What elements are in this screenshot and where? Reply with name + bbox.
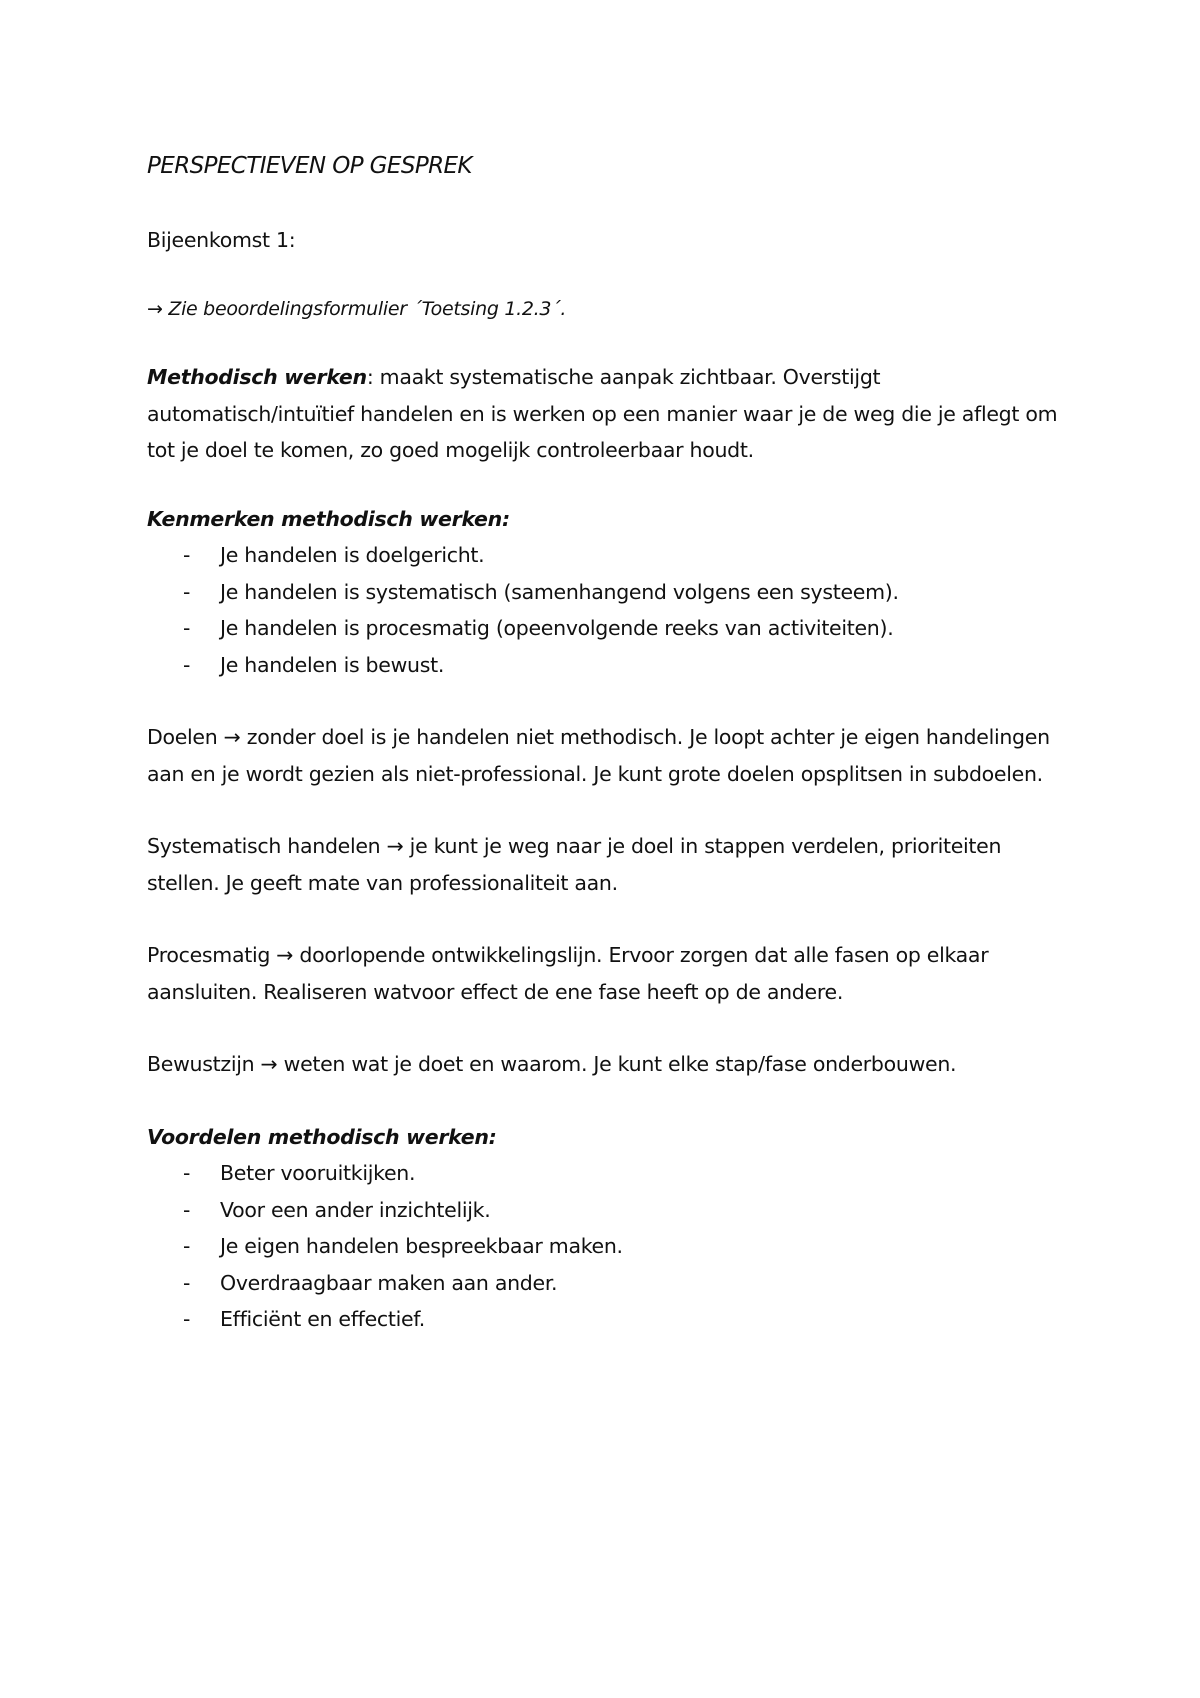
list-item [147,1301,1077,1338]
systematisch-paragraph: Systematisch handelen → je kunt je weg naar je doel in stappen verdelen, prioriteiten stellen. Je geeft mate van professionaliteit aan. [147,834,1002,895]
document-page [147,150,1077,1338]
list-item-text: Je handelen is doelgericht. [220,543,485,567]
list-item-text: Overdraagbaar maken aan ander. [220,1270,558,1295]
doelen-paragraph: Doelen → zonder doel is je handelen niet methodisch. Je loopt achter je eigen handelingen aan en je wordt gezien als niet-professional. Je kunt grote doelen opsplitsen in subdoelen. [147,725,1050,786]
dash-bullet: - [183,1161,191,1185]
list-item-text: Je handelen is systematisch (samenhangend volgens een systeem). [220,579,899,604]
list-item [147,1155,1077,1192]
list-item-text: Efficiënt en effectief. [220,1307,425,1331]
dash-bullet: - [183,543,191,567]
bewustzijn-paragraph: Bewustzijn → weten wat je doet en waarom. Je kunt elke stap/fase onderbouwen. [147,1052,957,1076]
kenmerken-heading: Kenmerken methodisch werken: [147,506,510,531]
list-item-text: Je handelen is procesmatig (opeenvolgende reeks van activiteiten). [220,616,894,640]
dash-bullet: - [183,616,191,640]
list-item-text: Voor een ander inzichtelijk. [220,1197,491,1222]
list-item [147,1265,1077,1302]
voordelen-heading: Voordelen methodisch werken: [147,1124,497,1149]
list-item [147,647,1077,684]
methodisch-definition: : maakt systematische aanpak zichtbaar. Overstijgt automatisch/intuïtief handelen en is werken op een manier waar je de weg die je aflegt om tot je doel te komen, zo goed mogelijk controleerbaar houdt. [147,365,1058,462]
dash-bullet: - [183,1197,191,1222]
dash-bullet: - [183,1270,191,1295]
methodisch-paragraph [147,359,1077,469]
procesmatig-paragraph: Procesmatig → doorlopende ontwikkelingslijn. Ervoor zorgen dat alle fasen op elkaar aansluiten. Realiseren watvoor effect de ene fase heeft op de andere. [147,943,989,1004]
list-item-text: Je handelen is bewust. [220,652,445,677]
list-item-text: Je eigen handelen bespreekbaar maken. [220,1234,623,1258]
dash-bullet: - [183,1234,191,1258]
reference-note: → Zie beoordelingsformulier ´Toetsing 1.2.3´. [147,297,567,320]
document-title: PERSPECTIEVEN OP GESPREK [147,153,472,179]
list-item [147,1228,1077,1265]
dash-bullet: - [183,652,191,677]
meeting-label: Bijeenkomst 1: [147,228,296,252]
list-item [147,1192,1077,1229]
list-item-text: Beter vooruitkijken. [220,1161,416,1185]
kenmerken-list [147,537,1077,683]
list-item [147,537,1077,574]
methodisch-term: Methodisch werken [147,365,367,389]
dash-bullet: - [183,1307,191,1331]
voordelen-list [147,1155,1077,1338]
list-item [147,610,1077,647]
list-item [147,574,1077,611]
dash-bullet: - [183,579,191,604]
